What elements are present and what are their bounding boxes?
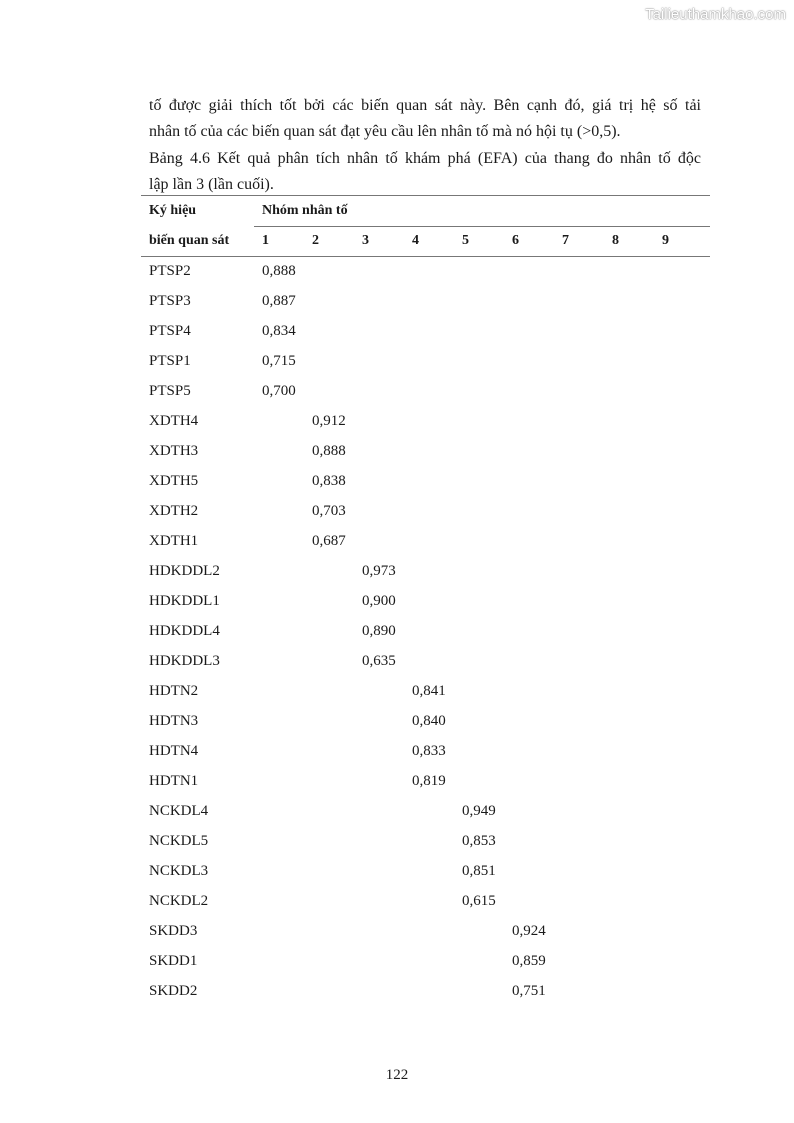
empty-cell xyxy=(654,496,704,526)
factor-group-header: Nhóm nhân tố xyxy=(262,203,348,218)
empty-cell xyxy=(554,376,604,406)
factor-loading: 0,715 xyxy=(262,352,296,369)
table-row xyxy=(141,796,704,826)
empty-cell xyxy=(404,526,454,556)
empty-cell xyxy=(654,376,704,406)
empty-cell xyxy=(354,496,404,526)
factor-loading: 0,888 xyxy=(262,262,296,279)
table-caption xyxy=(149,146,709,198)
empty-cell xyxy=(554,616,604,646)
table-row xyxy=(141,946,704,976)
empty-cell xyxy=(254,406,304,436)
empty-cell xyxy=(404,616,454,646)
empty-cell xyxy=(604,436,654,466)
factor-loading: 0,840 xyxy=(412,712,446,729)
empty-cell xyxy=(454,496,504,526)
table-row xyxy=(141,646,704,676)
empty-cell xyxy=(554,676,604,706)
empty-cell xyxy=(404,856,454,886)
factor-loading: 0,912 xyxy=(312,412,346,429)
variable-name: PTSP2 xyxy=(149,262,191,279)
efa-table xyxy=(141,196,704,1006)
empty-cell xyxy=(504,796,554,826)
empty-cell xyxy=(254,766,304,796)
variable-name: HDKDDL2 xyxy=(149,562,220,579)
empty-cell xyxy=(254,526,304,556)
empty-cell xyxy=(254,826,304,856)
empty-cell xyxy=(604,556,654,586)
empty-cell xyxy=(554,766,604,796)
empty-cell xyxy=(554,736,604,766)
empty-cell xyxy=(604,946,654,976)
empty-cell xyxy=(604,706,654,736)
variable-header: biến quan sát xyxy=(149,233,230,248)
empty-cell xyxy=(654,586,704,616)
watermark: Tailieuthamkhao.com xyxy=(645,6,786,23)
empty-cell xyxy=(654,916,704,946)
empty-cell xyxy=(254,616,304,646)
empty-cell xyxy=(404,556,454,586)
empty-cell xyxy=(554,256,604,286)
factor-loading: 0,687 xyxy=(312,532,346,549)
empty-cell xyxy=(304,346,354,376)
empty-cell xyxy=(404,346,454,376)
empty-cell xyxy=(554,316,604,346)
empty-cell xyxy=(504,886,554,916)
factor-loading: 0,703 xyxy=(312,502,346,519)
empty-cell xyxy=(454,766,504,796)
empty-cell xyxy=(554,796,604,826)
empty-cell xyxy=(304,766,354,796)
empty-cell xyxy=(504,856,554,886)
empty-cell xyxy=(454,706,504,736)
empty-cell xyxy=(454,646,504,676)
empty-cell xyxy=(604,346,654,376)
factor-number-header: 9 xyxy=(662,233,669,248)
empty-cell xyxy=(654,886,704,916)
empty-cell xyxy=(354,316,404,346)
empty-cell xyxy=(254,706,304,736)
empty-cell xyxy=(654,676,704,706)
empty-cell xyxy=(354,466,404,496)
empty-cell xyxy=(304,376,354,406)
empty-cell xyxy=(604,826,654,856)
table-row xyxy=(141,286,704,316)
empty-cell xyxy=(504,286,554,316)
variable-name: PTSP4 xyxy=(149,322,191,339)
empty-cell xyxy=(604,676,654,706)
factor-loading: 0,887 xyxy=(262,292,296,309)
empty-cell xyxy=(504,256,554,286)
empty-cell xyxy=(354,706,404,736)
variable-name: HDTN2 xyxy=(149,682,199,699)
table-row xyxy=(141,436,704,466)
empty-cell xyxy=(304,886,354,916)
empty-cell xyxy=(554,976,604,1006)
empty-cell xyxy=(504,406,554,436)
empty-cell xyxy=(254,916,304,946)
empty-cell xyxy=(654,706,704,736)
empty-cell xyxy=(304,796,354,826)
empty-cell xyxy=(504,466,554,496)
table-row xyxy=(141,766,704,796)
factor-number-header: 3 xyxy=(362,233,369,248)
empty-cell xyxy=(454,946,504,976)
factor-number-row xyxy=(141,226,704,256)
empty-cell xyxy=(354,526,404,556)
empty-cell xyxy=(404,466,454,496)
empty-cell xyxy=(654,346,704,376)
paragraph-line: tố được giải thích tốt bởi các biến quan sát này. Bên cạnh đó, giá trị hệ số tải xyxy=(149,97,701,114)
variable-name: NCKDL3 xyxy=(149,862,209,879)
variable-name: HDKDDL3 xyxy=(149,652,220,669)
empty-cell xyxy=(304,556,354,586)
factor-loading: 0,851 xyxy=(462,862,496,879)
empty-cell xyxy=(654,316,704,346)
table-row xyxy=(141,406,704,436)
empty-cell xyxy=(554,826,604,856)
empty-cell xyxy=(254,976,304,1006)
table-row xyxy=(141,856,704,886)
empty-cell xyxy=(304,736,354,766)
empty-cell xyxy=(354,766,404,796)
empty-cell xyxy=(254,676,304,706)
empty-cell xyxy=(554,916,604,946)
factor-number-header: 6 xyxy=(512,233,519,248)
empty-cell xyxy=(604,646,654,676)
empty-cell xyxy=(654,466,704,496)
empty-cell xyxy=(354,946,404,976)
factor-number-header: 2 xyxy=(312,233,319,248)
empty-cell xyxy=(404,796,454,826)
variable-name: SKDD2 xyxy=(149,982,198,999)
empty-cell xyxy=(354,406,404,436)
empty-cell xyxy=(404,826,454,856)
empty-cell xyxy=(654,286,704,316)
variable-name: XDTH2 xyxy=(149,502,199,519)
empty-cell xyxy=(454,376,504,406)
page-number: 122 xyxy=(385,1067,409,1083)
empty-cell xyxy=(554,406,604,436)
variable-name: NCKDL4 xyxy=(149,802,209,819)
empty-cell xyxy=(354,286,404,316)
empty-cell xyxy=(554,586,604,616)
empty-cell xyxy=(654,766,704,796)
variable-name: SKDD3 xyxy=(149,922,198,939)
factor-loading: 0,841 xyxy=(412,682,446,699)
empty-cell xyxy=(504,736,554,766)
variable-name: HDKDDL4 xyxy=(149,622,220,639)
caption-line: lập lần 3 (lần cuối). xyxy=(149,176,274,193)
empty-cell xyxy=(504,496,554,526)
symbol-header: Ký hiệu xyxy=(149,203,197,218)
empty-cell xyxy=(404,496,454,526)
empty-cell xyxy=(354,976,404,1006)
variable-name: XDTH3 xyxy=(149,442,199,459)
variable-name: XDTH5 xyxy=(149,472,199,489)
empty-cell xyxy=(254,556,304,586)
empty-cell xyxy=(404,436,454,466)
factor-number-header: 4 xyxy=(412,233,419,248)
table-row xyxy=(141,616,704,646)
empty-cell xyxy=(554,856,604,886)
table-row xyxy=(141,706,704,736)
empty-cell xyxy=(404,646,454,676)
table-row xyxy=(141,916,704,946)
empty-cell xyxy=(604,286,654,316)
empty-cell xyxy=(304,946,354,976)
empty-cell xyxy=(654,256,704,286)
empty-cell xyxy=(404,916,454,946)
empty-cell xyxy=(454,316,504,346)
empty-cell xyxy=(304,826,354,856)
empty-cell xyxy=(254,856,304,886)
factor-loading: 0,890 xyxy=(362,622,396,639)
empty-cell xyxy=(554,556,604,586)
variable-name: PTSP1 xyxy=(149,352,191,369)
table-row xyxy=(141,676,704,706)
empty-cell xyxy=(654,946,704,976)
empty-cell xyxy=(454,256,504,286)
empty-cell xyxy=(454,976,504,1006)
empty-cell xyxy=(604,856,654,886)
variable-name: HDKDDL1 xyxy=(149,592,220,609)
table-row xyxy=(141,496,704,526)
factor-loading: 0,751 xyxy=(512,982,546,999)
empty-cell xyxy=(604,256,654,286)
empty-cell xyxy=(654,736,704,766)
empty-cell xyxy=(354,886,404,916)
table-body xyxy=(141,256,704,1006)
empty-cell xyxy=(454,916,504,946)
empty-cell xyxy=(604,796,654,826)
factor-loading: 0,819 xyxy=(412,772,446,789)
table-row xyxy=(141,976,704,1006)
table-row xyxy=(141,586,704,616)
empty-cell xyxy=(554,286,604,316)
body-paragraph xyxy=(149,93,701,145)
empty-cell xyxy=(354,856,404,886)
empty-cell xyxy=(504,706,554,736)
empty-cell xyxy=(604,616,654,646)
empty-cell xyxy=(354,676,404,706)
empty-cell xyxy=(504,436,554,466)
empty-cell xyxy=(604,886,654,916)
empty-cell xyxy=(304,676,354,706)
variable-name: HDTN4 xyxy=(149,742,199,759)
empty-cell xyxy=(454,406,504,436)
variable-name: HDTN3 xyxy=(149,712,199,729)
empty-cell xyxy=(454,676,504,706)
empty-cell xyxy=(654,406,704,436)
empty-cell xyxy=(254,796,304,826)
table-row xyxy=(141,736,704,766)
table-row xyxy=(141,466,704,496)
empty-cell xyxy=(254,646,304,676)
empty-cell xyxy=(554,466,604,496)
table-row xyxy=(141,346,704,376)
empty-cell xyxy=(504,826,554,856)
empty-cell xyxy=(254,496,304,526)
factor-loading: 0,949 xyxy=(462,802,496,819)
empty-cell xyxy=(604,466,654,496)
empty-cell xyxy=(654,526,704,556)
factor-loading: 0,973 xyxy=(362,562,396,579)
empty-cell xyxy=(504,586,554,616)
empty-cell xyxy=(404,286,454,316)
caption-line: Bảng 4.6 Kết quả phân tích nhân tố khám phá (EFA) của thang đo nhân tố độc xyxy=(149,150,701,167)
empty-cell xyxy=(504,676,554,706)
empty-cell xyxy=(304,256,354,286)
empty-cell xyxy=(554,886,604,916)
empty-cell xyxy=(554,436,604,466)
empty-cell xyxy=(404,976,454,1006)
empty-cell xyxy=(304,706,354,736)
empty-cell xyxy=(354,916,404,946)
empty-cell xyxy=(654,976,704,1006)
factor-loading: 0,888 xyxy=(312,442,346,459)
empty-cell xyxy=(504,526,554,556)
table-header-row xyxy=(141,196,704,226)
variable-name: XDTH1 xyxy=(149,532,199,549)
empty-cell xyxy=(604,976,654,1006)
table-row xyxy=(141,556,704,586)
empty-cell xyxy=(304,646,354,676)
empty-cell xyxy=(254,436,304,466)
paragraph-line: nhân tố của các biến quan sát đạt yêu cầu lên nhân tố mà nó hội tụ (>0,5). xyxy=(149,123,621,140)
variable-name: NCKDL5 xyxy=(149,832,209,849)
empty-cell xyxy=(504,646,554,676)
empty-cell xyxy=(404,256,454,286)
empty-cell xyxy=(654,796,704,826)
factor-number-header: 1 xyxy=(262,233,269,248)
empty-cell xyxy=(354,256,404,286)
variable-name: PTSP5 xyxy=(149,382,191,399)
empty-cell xyxy=(654,556,704,586)
empty-cell xyxy=(454,736,504,766)
empty-cell xyxy=(304,316,354,346)
empty-cell xyxy=(454,286,504,316)
variable-name: PTSP3 xyxy=(149,292,191,309)
table-row xyxy=(141,886,704,916)
table-row xyxy=(141,316,704,346)
factor-loading: 0,834 xyxy=(262,322,296,339)
empty-cell xyxy=(454,436,504,466)
empty-cell xyxy=(554,946,604,976)
empty-cell xyxy=(504,556,554,586)
empty-cell xyxy=(304,976,354,1006)
empty-cell xyxy=(554,346,604,376)
factor-number-header: 8 xyxy=(612,233,619,248)
variable-name: HDTN1 xyxy=(149,772,199,789)
empty-cell xyxy=(654,616,704,646)
empty-cell xyxy=(454,616,504,646)
empty-cell xyxy=(404,586,454,616)
empty-cell xyxy=(604,316,654,346)
empty-cell xyxy=(604,376,654,406)
empty-cell xyxy=(504,316,554,346)
empty-cell xyxy=(504,616,554,646)
empty-cell xyxy=(454,526,504,556)
empty-cell xyxy=(604,766,654,796)
empty-cell xyxy=(454,556,504,586)
empty-cell xyxy=(404,946,454,976)
empty-cell xyxy=(604,586,654,616)
empty-cell xyxy=(604,736,654,766)
factor-loading: 0,615 xyxy=(462,892,496,909)
empty-cell xyxy=(654,856,704,886)
empty-cell xyxy=(504,346,554,376)
empty-cell xyxy=(254,466,304,496)
empty-cell xyxy=(404,376,454,406)
empty-cell xyxy=(404,886,454,916)
empty-cell xyxy=(254,946,304,976)
factor-loading: 0,924 xyxy=(512,922,546,939)
empty-cell xyxy=(504,766,554,796)
factor-loading: 0,853 xyxy=(462,832,496,849)
factor-number-header: 5 xyxy=(462,233,469,248)
factor-number-header: 7 xyxy=(562,233,569,248)
empty-cell xyxy=(454,346,504,376)
empty-cell xyxy=(554,526,604,556)
factor-loading: 0,900 xyxy=(362,592,396,609)
table-row xyxy=(141,826,704,856)
empty-cell xyxy=(604,406,654,436)
empty-cell xyxy=(354,376,404,406)
empty-cell xyxy=(304,586,354,616)
empty-cell xyxy=(504,376,554,406)
empty-cell xyxy=(604,496,654,526)
empty-cell xyxy=(554,706,604,736)
empty-cell xyxy=(304,616,354,646)
empty-cell xyxy=(304,916,354,946)
factor-loading: 0,833 xyxy=(412,742,446,759)
empty-cell xyxy=(554,646,604,676)
empty-cell xyxy=(654,826,704,856)
factor-loading: 0,838 xyxy=(312,472,346,489)
empty-cell xyxy=(354,736,404,766)
empty-cell xyxy=(304,286,354,316)
empty-cell xyxy=(354,346,404,376)
empty-cell xyxy=(254,586,304,616)
empty-cell xyxy=(304,856,354,886)
empty-cell xyxy=(254,736,304,766)
empty-cell xyxy=(604,916,654,946)
empty-cell xyxy=(254,886,304,916)
variable-name: XDTH4 xyxy=(149,412,199,429)
table-row xyxy=(141,526,704,556)
table-row xyxy=(141,256,704,286)
empty-cell xyxy=(454,466,504,496)
empty-cell xyxy=(654,436,704,466)
empty-cell xyxy=(604,526,654,556)
empty-cell xyxy=(404,406,454,436)
empty-cell xyxy=(654,646,704,676)
variable-name: SKDD1 xyxy=(149,952,198,969)
empty-cell xyxy=(404,316,454,346)
factor-loading: 0,700 xyxy=(262,382,296,399)
empty-cell xyxy=(354,826,404,856)
factor-loading: 0,859 xyxy=(512,952,546,969)
empty-cell xyxy=(454,586,504,616)
factor-loading: 0,635 xyxy=(362,652,396,669)
empty-cell xyxy=(354,436,404,466)
empty-cell xyxy=(554,496,604,526)
table-row xyxy=(141,376,704,406)
empty-cell xyxy=(354,796,404,826)
variable-name: NCKDL2 xyxy=(149,892,209,909)
